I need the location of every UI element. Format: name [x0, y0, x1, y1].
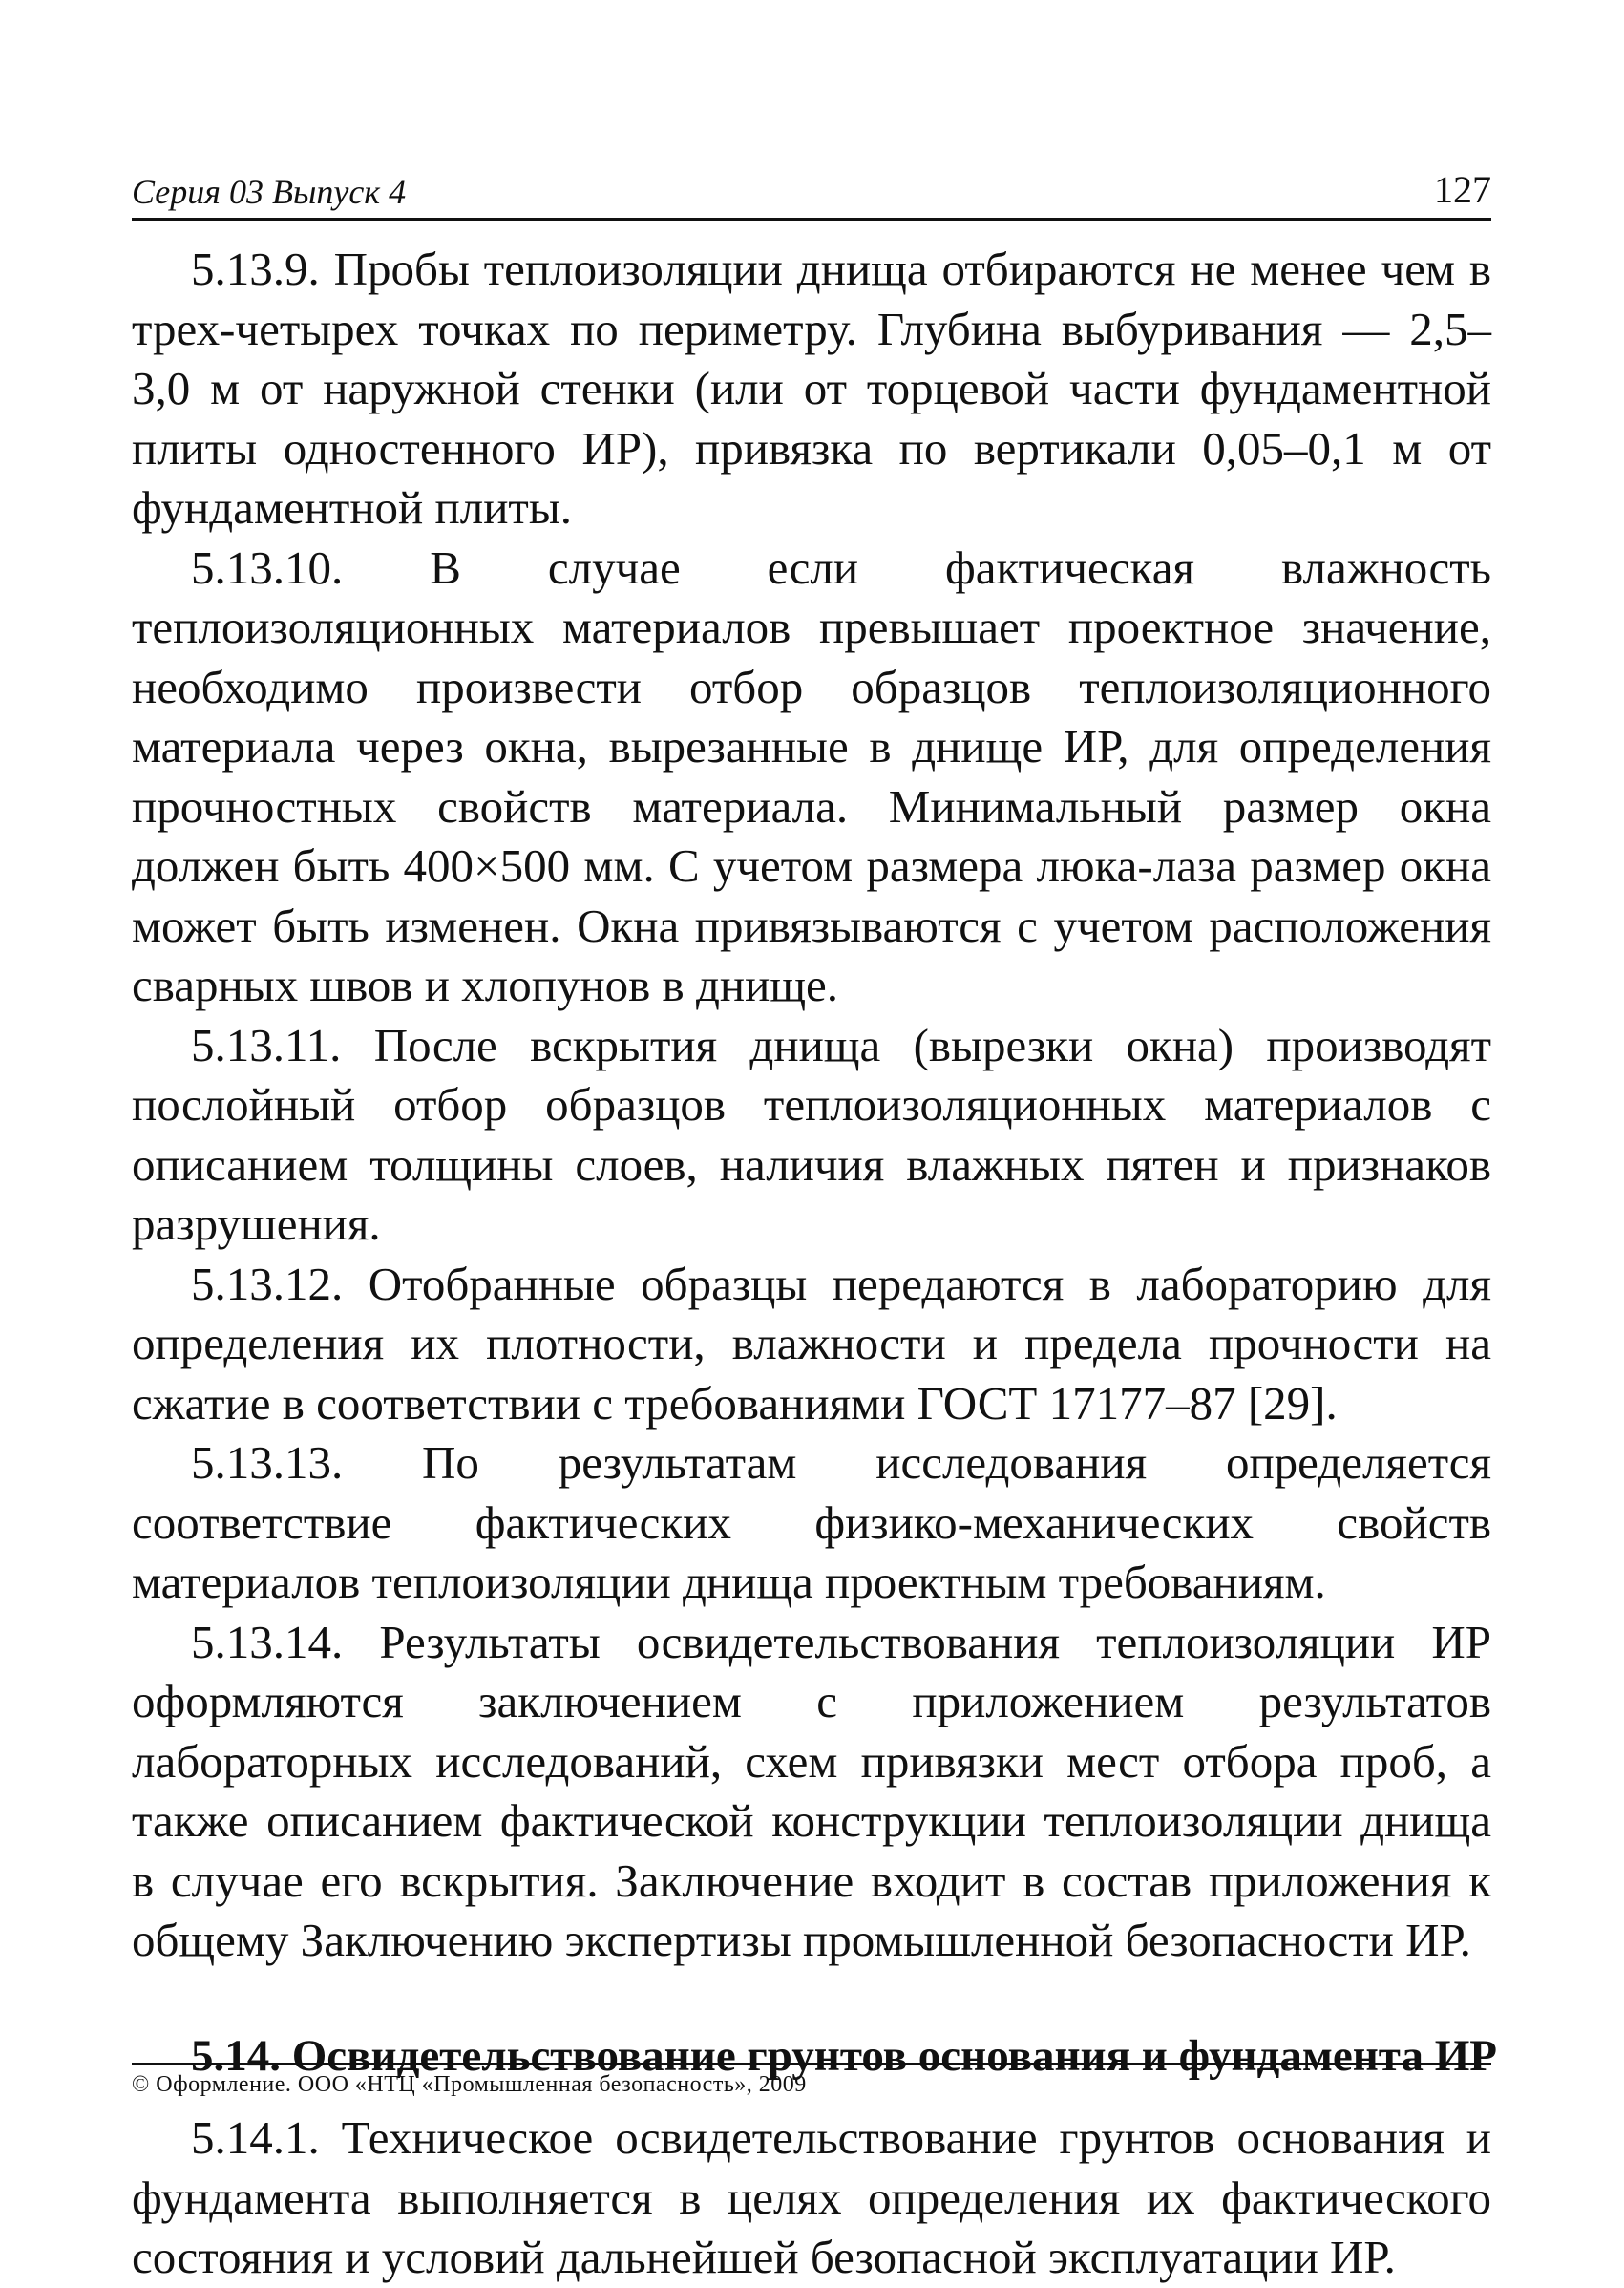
section-heading-5-14: 5.14. Освидетельствование грунтов основания и фундамента ИР	[191, 2030, 1497, 2081]
paragraph-5-13-9: 5.13.9. Пробы теплоизоляции днища отбираются не менее чем в трех-четырех точках по периметру. Глубина выбуривания — 2,5–3,0 м от наружной стенки (или от торцевой части фундаментной плиты одностенного ИР), привязка по вертикали 0,05–0,1 м от фундаментной плиты.	[132, 243, 1491, 534]
paragraph-5-13-11: 5.13.11. После вскрытия днища (вырезки окна) производят послойный отбор образцов теплоизоляционных материалов с описанием толщины слоев, наличия влажных пятен и признаков разрушения.	[132, 1018, 1491, 1250]
footer-copyright: © Оформление. ООО «НТЦ «Промышленная безопасность», 2009	[132, 2063, 1491, 2098]
paragraph-5-13-12: 5.13.12. Отобранные образцы передаются в лабораторию для определения их плотности, влажности и предела прочности на сжатие в соответствии с требованиями ГОСТ 17177–87 [29].	[132, 1257, 1491, 1430]
series-label: Серия 03 Выпуск 4	[132, 173, 407, 211]
page-number: 127	[1434, 168, 1491, 211]
body-text	[132, 240, 1497, 2288]
paragraph-5-13-10: 5.13.10. В случае если фактическая влажность теплоизоляционных материалов превышает проектное значение, необходимо произвести отбор образцов теплоизоляционного материала через окна, вырезанные в днище ИР, для определения прочностных свойств материала. Минимальный размер окна должен быть 400×500 мм. С учетом размера люка-лаза размер окна может быть изменен. Окна привязываются с учетом расположения сварных швов и хлопунов в днище.	[132, 540, 1491, 1011]
paragraph-5-13-13: 5.13.13. По результатам исследования определяется соответствие фактических физико-механических свойств материалов теплоизоляции днища проектным требованиям.	[132, 1436, 1491, 1608]
page	[132, 162, 1497, 2288]
paragraph-5-14-1: 5.14.1. Техническое освидетельствование грунтов основания и фундамента выполняется в целях определения их фактического состояния и условий дальнейшей безопасной эксплуатации ИР.	[132, 2111, 1491, 2283]
running-header	[132, 162, 1491, 221]
paragraph-5-13-14: 5.13.14. Результаты освидетельствования теплоизоляции ИР оформляются заключением с приложением результатов лабораторных исследований, схем привязки мест отбора проб, а также описанием фактической конструкции теплоизоляции днища в случае его вскрытия. Заключение входит в состав приложения к общему Заключению экспертизы промышленной безопасности ИР.	[132, 1615, 1491, 1966]
